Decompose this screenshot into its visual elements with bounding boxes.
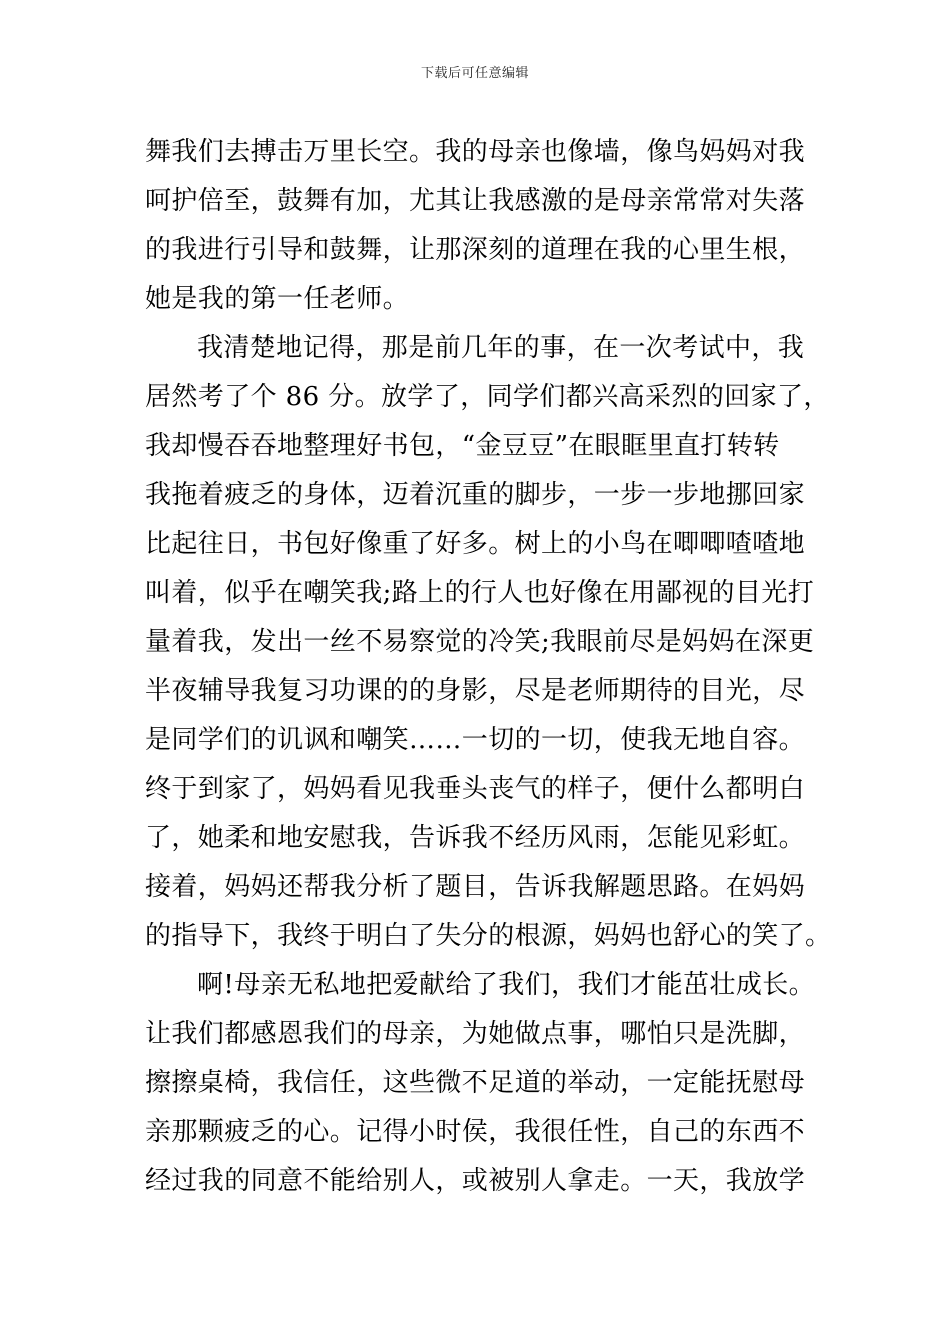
- page-header: 下载后可任意编辑: [420, 66, 529, 81]
- paragraph-first-line: 啊!母亲无私地把爱献给了我们，我们才能茁壮成长。: [197, 970, 816, 1000]
- text-line: 终于到家了，妈妈看见我垂头丧气的样子，便什么都明白: [145, 774, 806, 804]
- text-line: 呵护倍至，鼓舞有加，尤其让我感激的是母亲常常对失落: [145, 186, 806, 216]
- text-line: 经过我的同意不能给别人，或被别人拿走。一天，我放学: [145, 1166, 806, 1196]
- text-line: 叫着，似乎在嘲笑我;路上的行人也好像在用鄙视的目光打: [145, 578, 815, 608]
- text-line: 半夜辅导我复习功课的的身影，尽是老师期待的目光，尽: [145, 676, 806, 706]
- text-line: 的指导下，我终于明白了失分的根源，妈妈也舒心的笑了。: [145, 921, 832, 951]
- text-line: 居然考了个 86 分。放学了，同学们都兴高采烈的回家了，: [145, 382, 830, 412]
- paragraph-first-line: 我清楚地记得，那是前几年的事，在一次考试中，我: [197, 333, 805, 363]
- text-line: 她是我的第一任老师。: [145, 284, 410, 314]
- text-line: 是同学们的讥讽和嘲笑……一切的一切，使我无地自容。: [145, 725, 806, 755]
- text-line: 的我进行引导和鼓舞，让那深刻的道理在我的心里生根，: [145, 235, 806, 265]
- text-line: 接着，妈妈还帮我分析了题目，告诉我解题思路。在妈妈: [145, 872, 806, 902]
- text-line: 量着我，发出一丝不易察觉的冷笑;我眼前尽是妈妈在深更: [145, 627, 815, 657]
- text-line: 我拖着疲乏的身体，迈着沉重的脚步，一步一步地挪回家: [145, 480, 806, 510]
- text-line: 擦擦桌椅，我信任，这些微不足道的举动，一定能抚慰母: [145, 1068, 806, 1098]
- text-line: 比起往日，书包好像重了好多。树上的小鸟在唧唧喳喳地: [145, 529, 806, 559]
- text-line: 了，她柔和地安慰我，告诉我不经历风雨，怎能见彩虹。: [145, 823, 806, 853]
- text-line: 亲那颗疲乏的心。记得小时侯，我很任性，自己的东西不: [145, 1117, 806, 1147]
- text-line: 我却慢吞吞地整理好书包，“金豆豆”在眼眶里直打转转: [145, 431, 780, 461]
- body-text: [145, 128, 832, 1206]
- text-line: 舞我们去搏击万里长空。我的母亲也像墙，像鸟妈妈对我: [145, 137, 806, 167]
- text-line: 让我们都感恩我们的母亲，为她做点事，哪怕只是洗脚，: [145, 1019, 806, 1049]
